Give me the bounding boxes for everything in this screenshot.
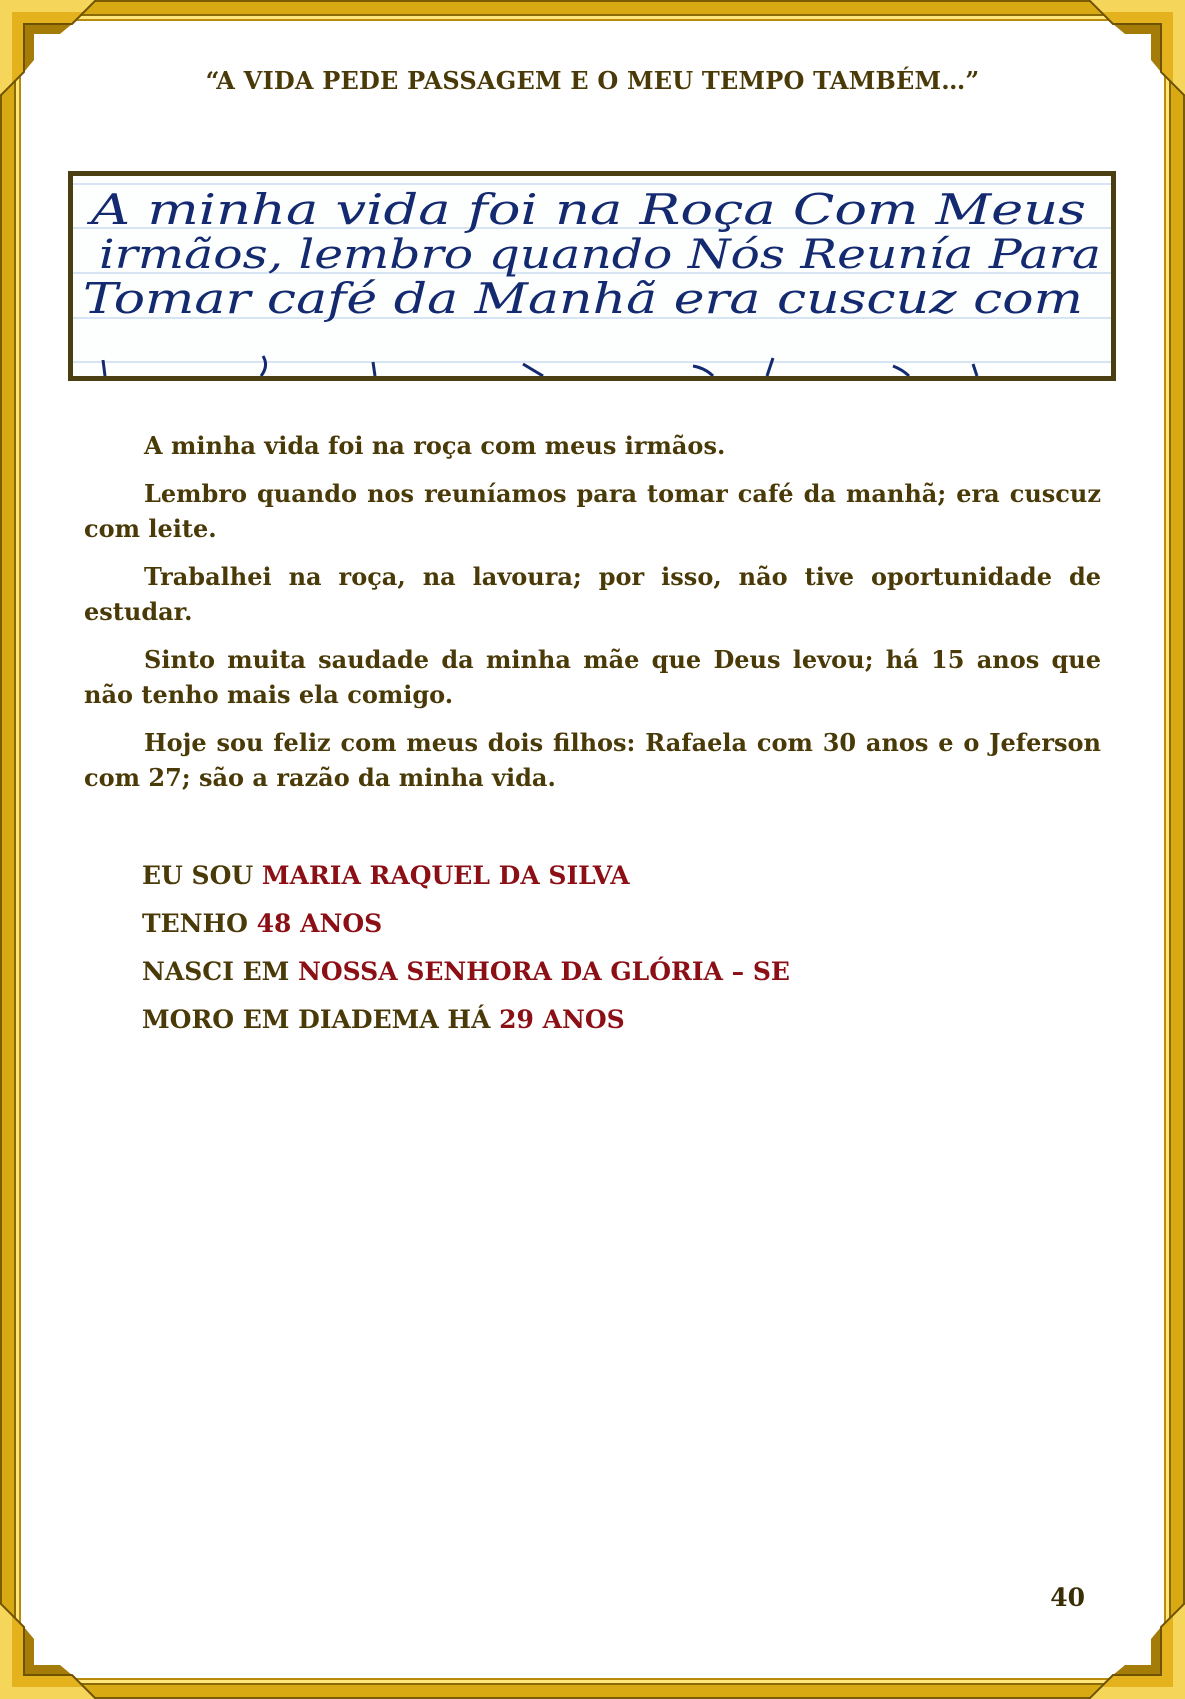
birthplace-line: [142, 948, 790, 996]
story-text: [84, 428, 1101, 808]
page-title: “A VIDA PEDE PASSAGEM E O MEU TEMPO TAMBÉM…”: [205, 66, 980, 95]
frame-corner-ornament: [0, 1603, 96, 1699]
birthplace-value: NOSSA SENHORA DA GLÓRIA – SE: [298, 957, 790, 986]
residence-label: MORO EM DIADEMA HÁ: [142, 1005, 500, 1034]
residence-value: 29 ANOS: [499, 1005, 625, 1034]
story-paragraph: Hoje sou feliz com meus dois filhos: Rafaela com 30 anos e o Jeferson com 27; são a razão da minha vida.: [84, 728, 1101, 792]
page-number: 40: [1050, 1583, 1085, 1612]
name-value: MARIA RAQUEL DA SILVA: [261, 861, 630, 890]
story-paragraph: Lembro quando nos reuníamos para tomar café da manhã; era cuscuz com leite.: [84, 479, 1101, 543]
author-profile: [142, 852, 790, 1044]
story-paragraph: Sinto muita saudade da minha mãe que Deus levou; há 15 anos que não tenho mais ela comigo.: [84, 645, 1101, 709]
age-value: 48 ANOS: [256, 909, 383, 938]
story-paragraph: Trabalhei na roça, na lavoura; por isso, não tive oportunidade de estudar.: [84, 562, 1101, 626]
handwritten-line: irmãos, lembro quando Nós Reunía Para: [99, 232, 1101, 278]
residence-line: [142, 996, 790, 1044]
age-label: TENHO: [142, 909, 257, 938]
birthplace-label: NASCI EM: [142, 957, 299, 986]
frame-corner-ornament: [1089, 1603, 1185, 1699]
story-paragraph: A minha vida foi na roça com meus irmãos.: [144, 431, 726, 460]
name-line: [142, 852, 790, 900]
handwritten-line: A minha vida foi na Roça Com Meus: [85, 185, 1087, 234]
handwriting-cropped-strokes: [103, 356, 977, 376]
handwritten-line: Tomar café da Manhã era cuscuz com: [83, 274, 1083, 323]
age-line: [142, 900, 790, 948]
name-label: EU SOU: [142, 861, 262, 890]
handwritten-excerpt: [68, 171, 1116, 381]
